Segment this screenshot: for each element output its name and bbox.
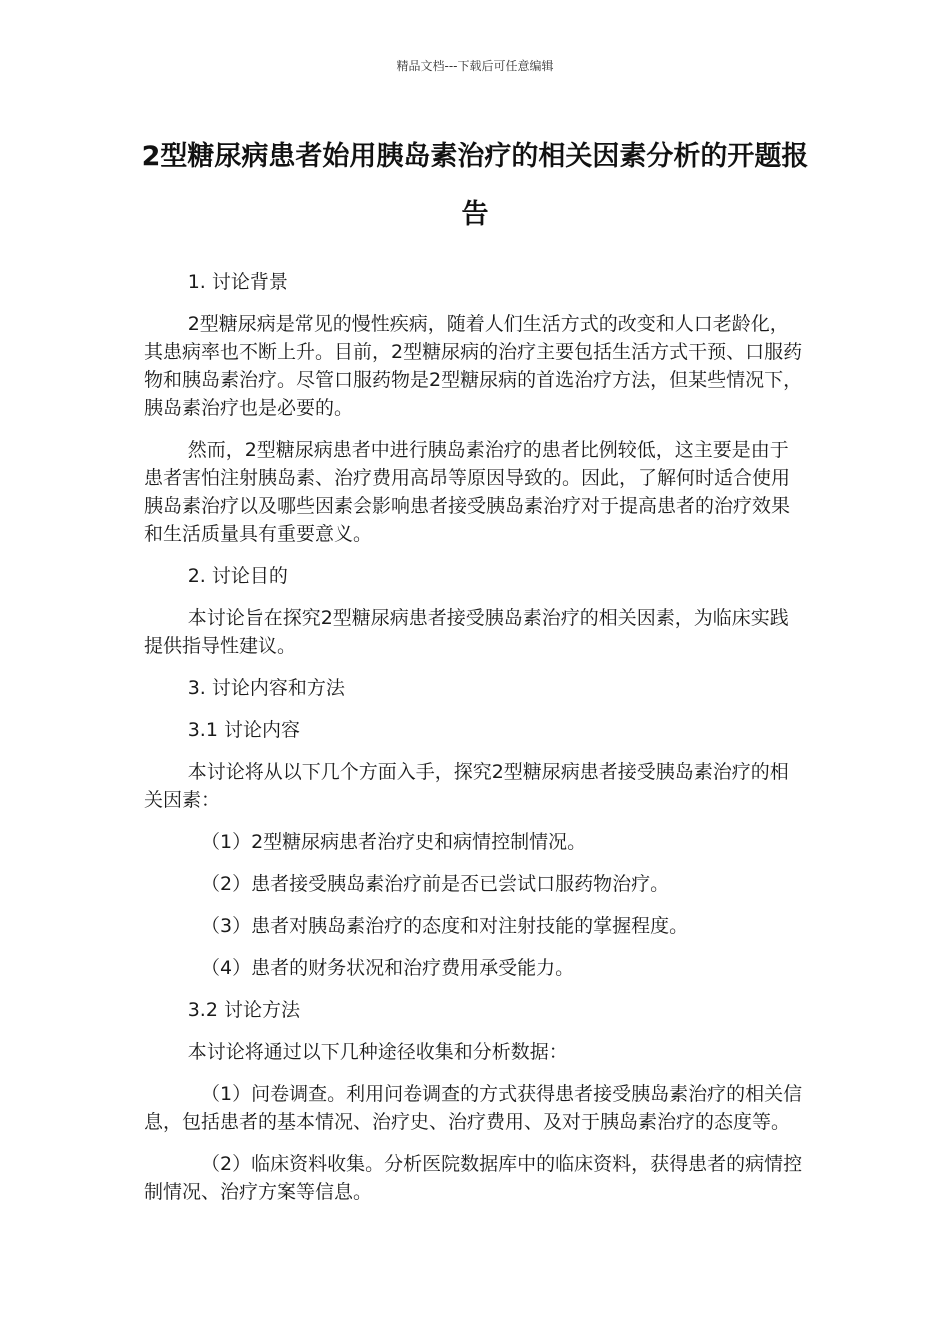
list-item: （1）问卷调查。利用问卷调查的方式获得患者接受胰岛素治疗的相关信息，包括患者的基本情况、治疗史、治疗费用、及对于胰岛素治疗的态度等。 bbox=[144, 1083, 803, 1133]
paragraph: 本讨论旨在探究2型糖尿病患者接受胰岛素治疗的相关因素，为临床实践提供指导性建议。 bbox=[144, 607, 789, 657]
section-heading-purpose: 2. 讨论目的 bbox=[187, 565, 288, 587]
list-item: （4）患者的财务状况和治疗费用承受能力。 bbox=[201, 957, 575, 979]
paragraph: 本讨论将通过以下几种途径收集和分析数据： bbox=[187, 1041, 568, 1063]
list-item: （2）患者接受胰岛素治疗前是否已尝试口服药物治疗。 bbox=[201, 873, 670, 895]
subsection-heading-method: 3.2 讨论方法 bbox=[187, 999, 300, 1021]
content-list bbox=[144, 828, 806, 982]
list-item: （2）临床资料收集。分析医院数据库中的临床资料，获得患者的病情控制情况、治疗方案等信息。 bbox=[144, 1153, 803, 1203]
paragraph: 本讨论将从以下几个方面入手，探究2型糖尿病患者接受胰岛素治疗的相关因素： bbox=[144, 761, 789, 811]
method-list bbox=[144, 1080, 806, 1206]
subsection-heading-content: 3.1 讨论内容 bbox=[187, 719, 300, 741]
list-item: （3）患者对胰岛素治疗的态度和对注射技能的掌握程度。 bbox=[201, 915, 689, 937]
document-title: 2型糖尿病患者始用胰岛素治疗的相关因素分析的开题报告 bbox=[141, 141, 809, 230]
section-heading-background: 1. 讨论背景 bbox=[187, 271, 288, 293]
header-note: 精品文档---下载后可任意编辑 bbox=[396, 59, 554, 73]
list-item: （1）2型糖尿病患者治疗史和病情控制情况。 bbox=[201, 831, 587, 853]
paragraph: 然而，2型糖尿病患者中进行胰岛素治疗的患者比例较低，这主要是由于患者害怕注射胰岛素、治疗费用高昂等原因导致的。因此，了解何时适合使用胰岛素治疗以及哪些因素会影响患者接受胰岛素治疗对于提高患者的治疗效果和生活质量具有重要意义。 bbox=[144, 439, 791, 545]
section-heading-content-method: 3. 讨论内容和方法 bbox=[187, 677, 345, 699]
paragraph: 2型糖尿病是常见的慢性疾病，随着人们生活方式的改变和人口老龄化，其患病率也不断上升。目前，2型糖尿病的治疗主要包括生活方式干预、口服药物和胰岛素治疗。尽管口服药物是2型糖尿病的首选治疗方法，但某些情况下，胰岛素治疗也是必要的。 bbox=[144, 313, 803, 419]
document-body bbox=[144, 268, 806, 1220]
